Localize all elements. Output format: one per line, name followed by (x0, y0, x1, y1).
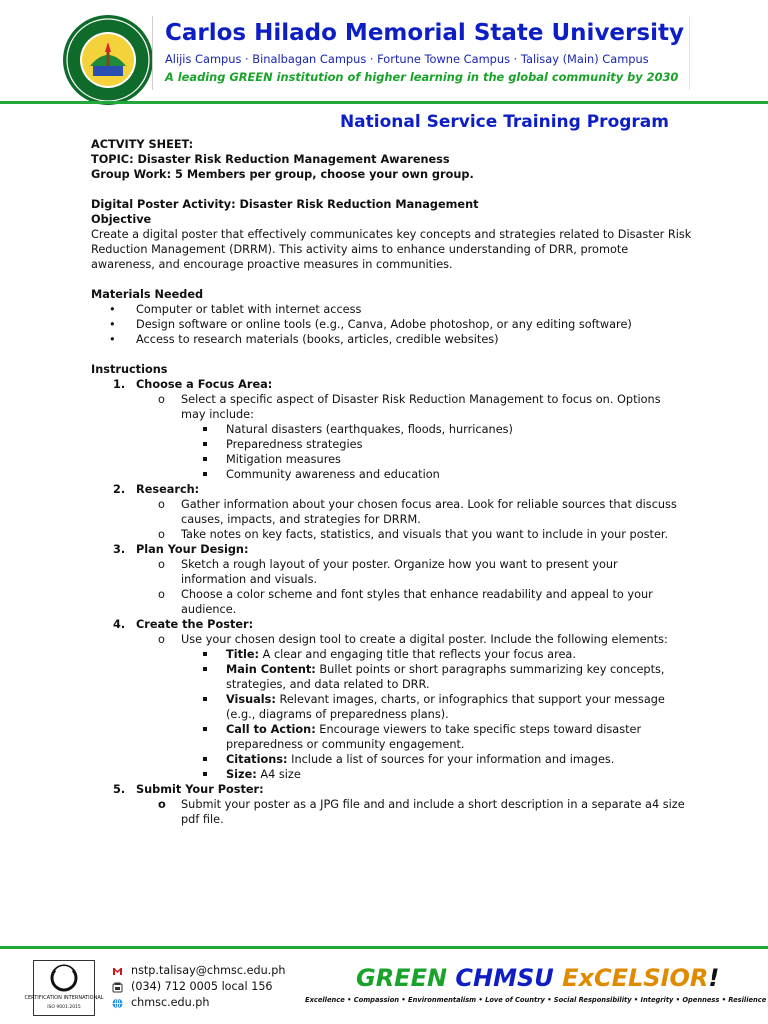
step-details (136, 497, 691, 542)
sub-list-item (181, 722, 691, 752)
sub-item-label: Call to Action: (226, 723, 316, 736)
list-item-line: causes, impacts, and strategies for DRRM. (181, 513, 421, 526)
university-name: Carlos Hilado Memorial State University (165, 20, 684, 46)
list-item-line: o Take notes on key facts, statistics, and visuals that you want to include in your poster. (181, 528, 669, 541)
sub-item-text: Include a list of sources for your information and images. (287, 753, 615, 766)
list-item-line: pdf file. (181, 813, 224, 826)
step-number: 3. (113, 543, 126, 556)
list-item-line: o Gather information about your chosen focus area. Look for reliable sources that discuss (181, 498, 677, 511)
university-seal-logo (62, 14, 154, 106)
activity-sheet-label: ACTVITY SHEET: (91, 138, 194, 151)
objective-line: awareness, and encourage proactive measures in communities. (91, 258, 453, 271)
sub-item-text: Community awareness and education (226, 468, 440, 481)
slogan-exclamation: ! (708, 964, 720, 992)
topic-line: TOPIC: Disaster Risk Reduction Management Awareness (91, 153, 450, 166)
step-title: Choose a Focus Area: (136, 378, 273, 391)
step-number: 5. (113, 783, 126, 796)
university-header (152, 16, 690, 90)
sub-item-label: Main Content: (226, 663, 316, 676)
step-title: Plan Your Design: (136, 543, 249, 556)
step-title: Create the Poster: (136, 618, 254, 631)
sub-item-text: Mitigation measures (226, 453, 341, 466)
list-item-line: o Sketch a rough layout of your poster. Organize how you want to present your (181, 558, 618, 571)
objective-paragraph (91, 227, 691, 272)
sub-item-text: Preparedness strategies (226, 438, 363, 451)
globe-icon (112, 998, 123, 1009)
sub-list-item (181, 767, 691, 782)
phone-text: (034) 712 0005 local 156 (131, 980, 273, 993)
header-divider (0, 101, 768, 104)
list-item (136, 497, 691, 527)
objective-heading: Objective (91, 213, 152, 226)
materials-list (91, 302, 691, 347)
sub-list-item (181, 437, 691, 452)
mail-icon (112, 966, 123, 977)
sub-list-item (181, 467, 691, 482)
list-item (136, 632, 691, 782)
sub-list (181, 647, 691, 782)
sub-item-label: Size: (226, 768, 257, 781)
step-details (136, 392, 691, 482)
sub-list-item (181, 752, 691, 767)
list-item (136, 557, 691, 587)
instruction-step (91, 782, 691, 827)
core-values: Excellence • Compassion • Environmentalism • Love of Country • Social Responsibility • Integrity • Openness • Resilience (305, 996, 767, 1004)
step-number: 1. (113, 378, 126, 391)
list-item-line: o Use your chosen design tool to create a digital poster. Include the following elements: (181, 633, 668, 646)
sub-item-label: Citations: (226, 753, 288, 766)
sub-item-text: preparedness or community engagement. (226, 738, 465, 751)
university-tagline: A leading GREEN institution of higher learning in the global community by 2030 (165, 70, 679, 84)
program-title: National Service Training Program (339, 112, 669, 132)
phone-icon (112, 982, 123, 993)
sub-item-text: Encourage viewers to take specific steps toward disaster (315, 723, 642, 736)
cert-name: CERTIFICATION INTERNATIONAL (24, 995, 104, 1001)
slogan-chmsu: CHMSU (455, 964, 554, 992)
list-item-line: audience. (181, 603, 237, 616)
step-title: Submit Your Poster: (136, 783, 264, 796)
list-item (136, 587, 691, 617)
list-item: • Access to research materials (books, articles, credible websites) (91, 332, 691, 347)
list-item-line: o Submit your poster as a JPG file and and include a short description in a separate a4 size (181, 798, 685, 811)
sub-list-item (181, 662, 691, 692)
poster-activity-title: Digital Poster Activity: Disaster Risk Reduction Management (91, 198, 479, 211)
slogan-excelsior: ExCELSIOR (562, 964, 709, 992)
cert-iso: ISO 9001:2015 (47, 1005, 81, 1010)
step-title: Research: (136, 483, 200, 496)
website-row (112, 995, 285, 1011)
list-item: • Computer or tablet with internet access (91, 302, 691, 317)
list-item-line: o Select a specific aspect of Disaster Risk Reduction Management to focus on. Options (181, 393, 661, 406)
activity-sheet (91, 137, 691, 827)
sub-list-item (181, 452, 691, 467)
instruction-step (91, 377, 691, 482)
sub-list-item (181, 692, 691, 722)
sub-list-item (181, 647, 691, 662)
materials-heading: Materials Needed (91, 288, 204, 301)
phone-row (112, 979, 285, 995)
email-row (112, 963, 285, 979)
campus-list: Alijis Campus · Binalbagan Campus · Fortune Towne Campus · Talisay (Main) Campus (165, 52, 649, 66)
sub-item-text: Natural disasters (earthquakes, floods, hurricanes) (226, 423, 513, 436)
instructions-heading: Instructions (91, 363, 168, 376)
instructions-list (91, 377, 691, 827)
sub-item-label: Title: (226, 648, 260, 661)
slogan-green: GREEN (356, 964, 448, 992)
sub-item-text: (e.g., diagrams of preparedness plans). (226, 708, 449, 721)
sub-item-text: A clear and engaging title that reflects your focus area. (259, 648, 576, 661)
sub-item-text: strategies, and data related to DRR. (226, 678, 430, 691)
contact-info (112, 963, 285, 1011)
objective-line: Create a digital poster that effectively communicates key concepts and strategies related to Disaster Risk (91, 228, 692, 241)
sub-item-text: Bullet points or short paragraphs summarizing key concepts, (315, 663, 665, 676)
sub-list (181, 422, 691, 482)
list-item: • Design software or online tools (e.g., Canva, Adobe photoshop, or any editing software) (91, 317, 691, 332)
sub-item-label: Visuals: (226, 693, 276, 706)
certification-logo (24, 960, 104, 1016)
list-item (136, 527, 691, 542)
footer-divider (0, 946, 768, 949)
list-item-line: information and visuals. (181, 573, 318, 586)
step-number: 4. (113, 618, 126, 631)
sub-item-text: Relevant images, charts, or infographics that support your message (275, 693, 665, 706)
sub-list-item (181, 422, 691, 437)
list-item-line: may include: (181, 408, 254, 421)
step-details (136, 632, 691, 782)
instruction-step (91, 617, 691, 782)
list-item (136, 797, 691, 827)
sub-item-text: A4 size (256, 768, 301, 781)
step-number: 2. (113, 483, 126, 496)
instruction-step (91, 482, 691, 542)
objective-line: Reduction Management (DRRM). This activity aims to enhance understanding of DRR, promote (91, 243, 629, 256)
list-item (136, 392, 691, 482)
email-text[interactable]: nstp.talisay@chmsc.edu.ph (131, 964, 286, 977)
slogan (356, 964, 719, 992)
list-item-line: o Choose a color scheme and font styles that enhance readability and appeal to your (181, 588, 653, 601)
step-details (136, 797, 691, 827)
group-work-line: Group Work: 5 Members per group, choose your own group. (91, 168, 474, 181)
website-text[interactable]: chmsc.edu.ph (131, 996, 210, 1009)
step-details (136, 557, 691, 617)
instruction-step (91, 542, 691, 617)
